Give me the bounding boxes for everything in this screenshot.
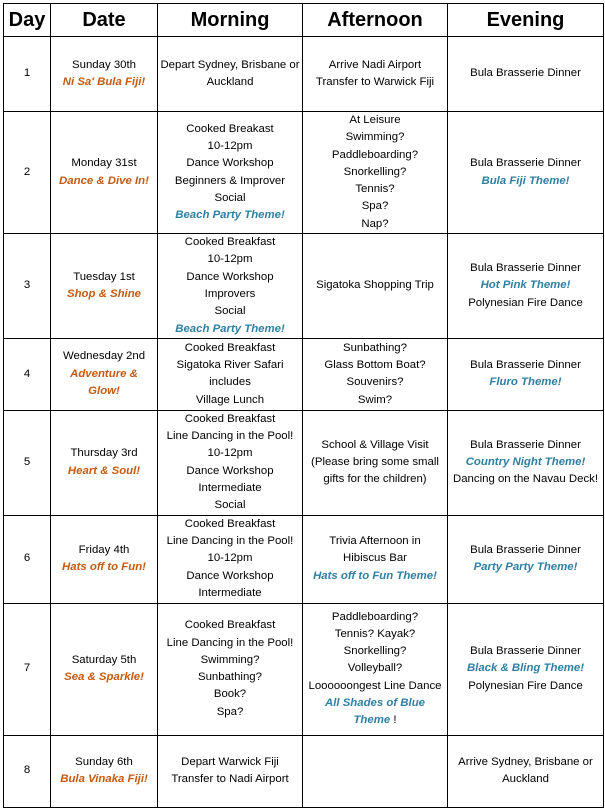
day-row bbox=[4, 735, 604, 807]
activity-line: includes bbox=[209, 376, 251, 389]
day-theme: Hats off to Fun! bbox=[62, 561, 146, 574]
afternoon-cell bbox=[303, 603, 448, 735]
evening-cell bbox=[448, 735, 604, 807]
activity-line: Depart Sydney, Brisbane or bbox=[160, 58, 300, 71]
day-number: 2 bbox=[4, 112, 51, 234]
day-theme: Bula Vinaka Fiji! bbox=[60, 773, 148, 786]
itinerary-table bbox=[3, 3, 604, 808]
activity-line: Transfer to Nadi Airport bbox=[171, 773, 289, 786]
morning-theme: Beach Party Theme! bbox=[175, 322, 285, 335]
activity-line: Loooooongest Line Dance bbox=[308, 679, 442, 692]
activity-line: Dance Workshop bbox=[186, 270, 274, 283]
afternoon-theme: All Shades of Blue bbox=[324, 697, 425, 710]
activity-line: Social bbox=[214, 499, 246, 512]
activity-line: gifts for the children) bbox=[323, 473, 427, 486]
activity-line: Swimming? bbox=[200, 653, 260, 666]
afternoon-theme: Theme bbox=[353, 714, 391, 727]
date-cell bbox=[51, 410, 158, 515]
day-row bbox=[4, 338, 604, 410]
day-number: 6 bbox=[4, 515, 51, 603]
activity-line: Depart Warwick Fiji bbox=[181, 755, 279, 768]
activity-line: Transfer to Warwick Fiji bbox=[315, 76, 435, 88]
date-text: Saturday 5th bbox=[71, 653, 137, 666]
day-row bbox=[4, 37, 604, 112]
activity-line: Tennis? Kayak? bbox=[334, 627, 416, 640]
activity-line: Cooked Breakfast bbox=[184, 341, 276, 354]
morning-cell bbox=[158, 37, 303, 112]
activity-line: Cooked Breakast bbox=[186, 122, 274, 135]
activity-line: Swim? bbox=[357, 393, 393, 406]
date-text: Friday 4th bbox=[78, 543, 130, 556]
header-row bbox=[4, 4, 604, 37]
day-number: 5 bbox=[4, 410, 51, 515]
day-theme: Ni Sa' Bula Fiji! bbox=[62, 76, 146, 88]
evening-cell bbox=[448, 234, 604, 339]
afternoon-cell bbox=[303, 37, 448, 112]
day-number: 4 bbox=[4, 338, 51, 410]
theme-suffix: ! bbox=[390, 714, 397, 727]
activity-line: Auckland bbox=[206, 76, 254, 88]
activity-line: Bula Brasserie Dinner bbox=[470, 645, 581, 658]
evening-theme: Black & Bling Theme! bbox=[466, 662, 585, 675]
activity-line: School & Village Visit bbox=[321, 438, 429, 451]
activity-line: Hibiscus Bar bbox=[343, 552, 407, 565]
date-cell bbox=[51, 338, 158, 410]
activity-line: Volleyball? bbox=[347, 662, 403, 675]
activity-line: 10-12pm bbox=[207, 447, 253, 460]
activity-line: (Please bring some small bbox=[311, 456, 439, 469]
afternoon-cell bbox=[303, 735, 448, 807]
activity-line: Spa? bbox=[216, 705, 244, 718]
evening-cell bbox=[448, 37, 604, 112]
activity-line: Sigatoka River Safari bbox=[176, 359, 284, 372]
evening-theme: Party Party Theme! bbox=[473, 561, 578, 574]
day-row bbox=[4, 410, 604, 515]
afternoon-theme: Hats off to Fun Theme! bbox=[313, 569, 437, 582]
activity-line: Line Dancing in the Pool! bbox=[166, 430, 294, 443]
afternoon-cell bbox=[303, 515, 448, 603]
activity-line: Auckland bbox=[502, 773, 549, 786]
activity-line: Social bbox=[214, 305, 246, 318]
activity-line: Polynesian Fire Dance bbox=[468, 296, 583, 309]
morning-cell bbox=[158, 603, 303, 735]
activity-line: Improvers bbox=[204, 287, 256, 300]
date-cell bbox=[51, 603, 158, 735]
header-morning: Morning bbox=[158, 4, 303, 37]
activity-line: Souvenirs? bbox=[346, 376, 404, 389]
activity-line: Bula Brasserie Dinner bbox=[470, 67, 581, 80]
afternoon-cell bbox=[303, 410, 448, 515]
evening-cell bbox=[448, 603, 604, 735]
activity-line: Bula Brasserie Dinner bbox=[470, 438, 581, 451]
afternoon-cell bbox=[303, 234, 448, 339]
activity-line: Snorkelling? bbox=[343, 645, 407, 658]
header-day: Day bbox=[4, 4, 51, 37]
day-theme: Heart & Soul! bbox=[67, 464, 141, 477]
activity-line: Bula Brasserie Dinner bbox=[470, 262, 581, 275]
activity-line: Tennis? bbox=[355, 183, 395, 196]
day-number: 7 bbox=[4, 603, 51, 735]
activity-line: Bula Brasserie Dinner bbox=[470, 359, 581, 372]
activity-line: Bula Brasserie Dinner bbox=[470, 543, 581, 556]
activity-line: Nap? bbox=[361, 217, 389, 230]
activity-line: Snorkelling? bbox=[343, 165, 407, 178]
date-text: Thursday 3rd bbox=[70, 447, 138, 460]
activity-line: Spa? bbox=[361, 200, 389, 213]
date-text: Monday 31st bbox=[71, 157, 137, 170]
activity-line: Dance Workshop bbox=[186, 464, 274, 477]
afternoon-cell bbox=[303, 112, 448, 234]
morning-cell bbox=[158, 515, 303, 603]
activity-line: Beginners & Improver bbox=[174, 174, 286, 187]
afternoon-cell bbox=[303, 338, 448, 410]
morning-theme: Beach Party Theme! bbox=[175, 209, 285, 222]
header-afternoon: Afternoon bbox=[303, 4, 448, 37]
evening-theme: Fluro Theme! bbox=[489, 376, 562, 389]
day-row bbox=[4, 112, 604, 234]
evening-theme: Bula Fiji Theme! bbox=[481, 174, 570, 187]
day-theme: Shop & Shine bbox=[66, 287, 142, 300]
day-theme: Dance & Dive In! bbox=[59, 174, 149, 187]
activity-line: Swimming? bbox=[345, 131, 405, 144]
day-row bbox=[4, 234, 604, 339]
activity-line: Cooked Breakfast bbox=[184, 517, 276, 530]
date-cell bbox=[51, 112, 158, 234]
day-number: 8 bbox=[4, 735, 51, 807]
afternoon-theme-line2 bbox=[305, 712, 445, 729]
activity-line: Book? bbox=[213, 688, 247, 701]
evening-cell bbox=[448, 515, 604, 603]
activity-line: Paddleboarding? bbox=[331, 610, 419, 623]
date-cell bbox=[51, 515, 158, 603]
activity-line: Paddleboarding? bbox=[331, 148, 419, 161]
activity-line: Line Dancing in the Pool! bbox=[166, 636, 294, 649]
evening-cell bbox=[448, 112, 604, 234]
activity-line: Cooked Breakfast bbox=[184, 236, 276, 249]
date-text: Sunday 30th bbox=[72, 58, 136, 71]
evening-theme: Country Night Theme! bbox=[465, 456, 586, 469]
day-number: 1 bbox=[4, 37, 51, 112]
activity-line: Intermediate bbox=[198, 482, 262, 495]
activity-line: Arrive Nadi Airport bbox=[328, 58, 422, 71]
activity-line: Glass Bottom Boat? bbox=[324, 359, 426, 372]
evening-cell bbox=[448, 338, 604, 410]
date-text: Sunday 6th bbox=[75, 755, 133, 768]
evening-theme: Hot Pink Theme! bbox=[480, 279, 571, 292]
date-text: Wednesday 2nd bbox=[62, 350, 146, 363]
day-row bbox=[4, 603, 604, 735]
activity-line: Sunbathing? bbox=[198, 671, 262, 684]
activity-line: Trivia Afternoon in bbox=[329, 535, 421, 548]
activity-line: Cooked Breakfast bbox=[184, 619, 276, 632]
activity-line: Dancing on the Navau Deck! bbox=[453, 473, 598, 486]
activity-line: Polynesian Fire Dance bbox=[468, 679, 583, 692]
activity-line: 10-12pm bbox=[207, 552, 253, 565]
activity-line: Cooked Breakfast bbox=[184, 412, 276, 425]
activity-line: Intermediate bbox=[198, 587, 262, 600]
activity-line: Line Dancing in the Pool! bbox=[166, 535, 294, 548]
activity-line: Village Lunch bbox=[195, 393, 265, 406]
day-row bbox=[4, 515, 604, 603]
activity-line: Dance Workshop bbox=[186, 569, 274, 582]
activity-line: At Leisure bbox=[349, 114, 401, 126]
activity-line: Bula Brasserie Dinner bbox=[470, 157, 581, 170]
day-theme: Adventure & bbox=[70, 367, 138, 380]
header-date: Date bbox=[51, 4, 158, 37]
date-text: Tuesday 1st bbox=[73, 270, 135, 283]
activity-line: Dance Workshop bbox=[186, 157, 274, 170]
activity-line: Sunbathing? bbox=[343, 341, 407, 354]
header-evening: Evening bbox=[448, 4, 604, 37]
activity-line: 10-12pm bbox=[207, 139, 253, 152]
activity-line: Arrive Sydney, Brisbane or bbox=[458, 755, 593, 768]
activity-line: Sigatoka Shopping Trip bbox=[316, 279, 434, 292]
day-theme: Sea & Sparkle! bbox=[64, 671, 144, 684]
morning-cell bbox=[158, 338, 303, 410]
morning-cell bbox=[158, 112, 303, 234]
day-number: 3 bbox=[4, 234, 51, 339]
morning-cell bbox=[158, 234, 303, 339]
activity-line: 10-12pm bbox=[207, 253, 253, 266]
morning-cell bbox=[158, 735, 303, 807]
date-cell bbox=[51, 234, 158, 339]
date-cell bbox=[51, 37, 158, 112]
morning-cell bbox=[158, 410, 303, 515]
activity-line: Social bbox=[214, 191, 246, 204]
evening-cell bbox=[448, 410, 604, 515]
date-cell bbox=[51, 735, 158, 807]
day-theme: Glow! bbox=[88, 385, 120, 397]
